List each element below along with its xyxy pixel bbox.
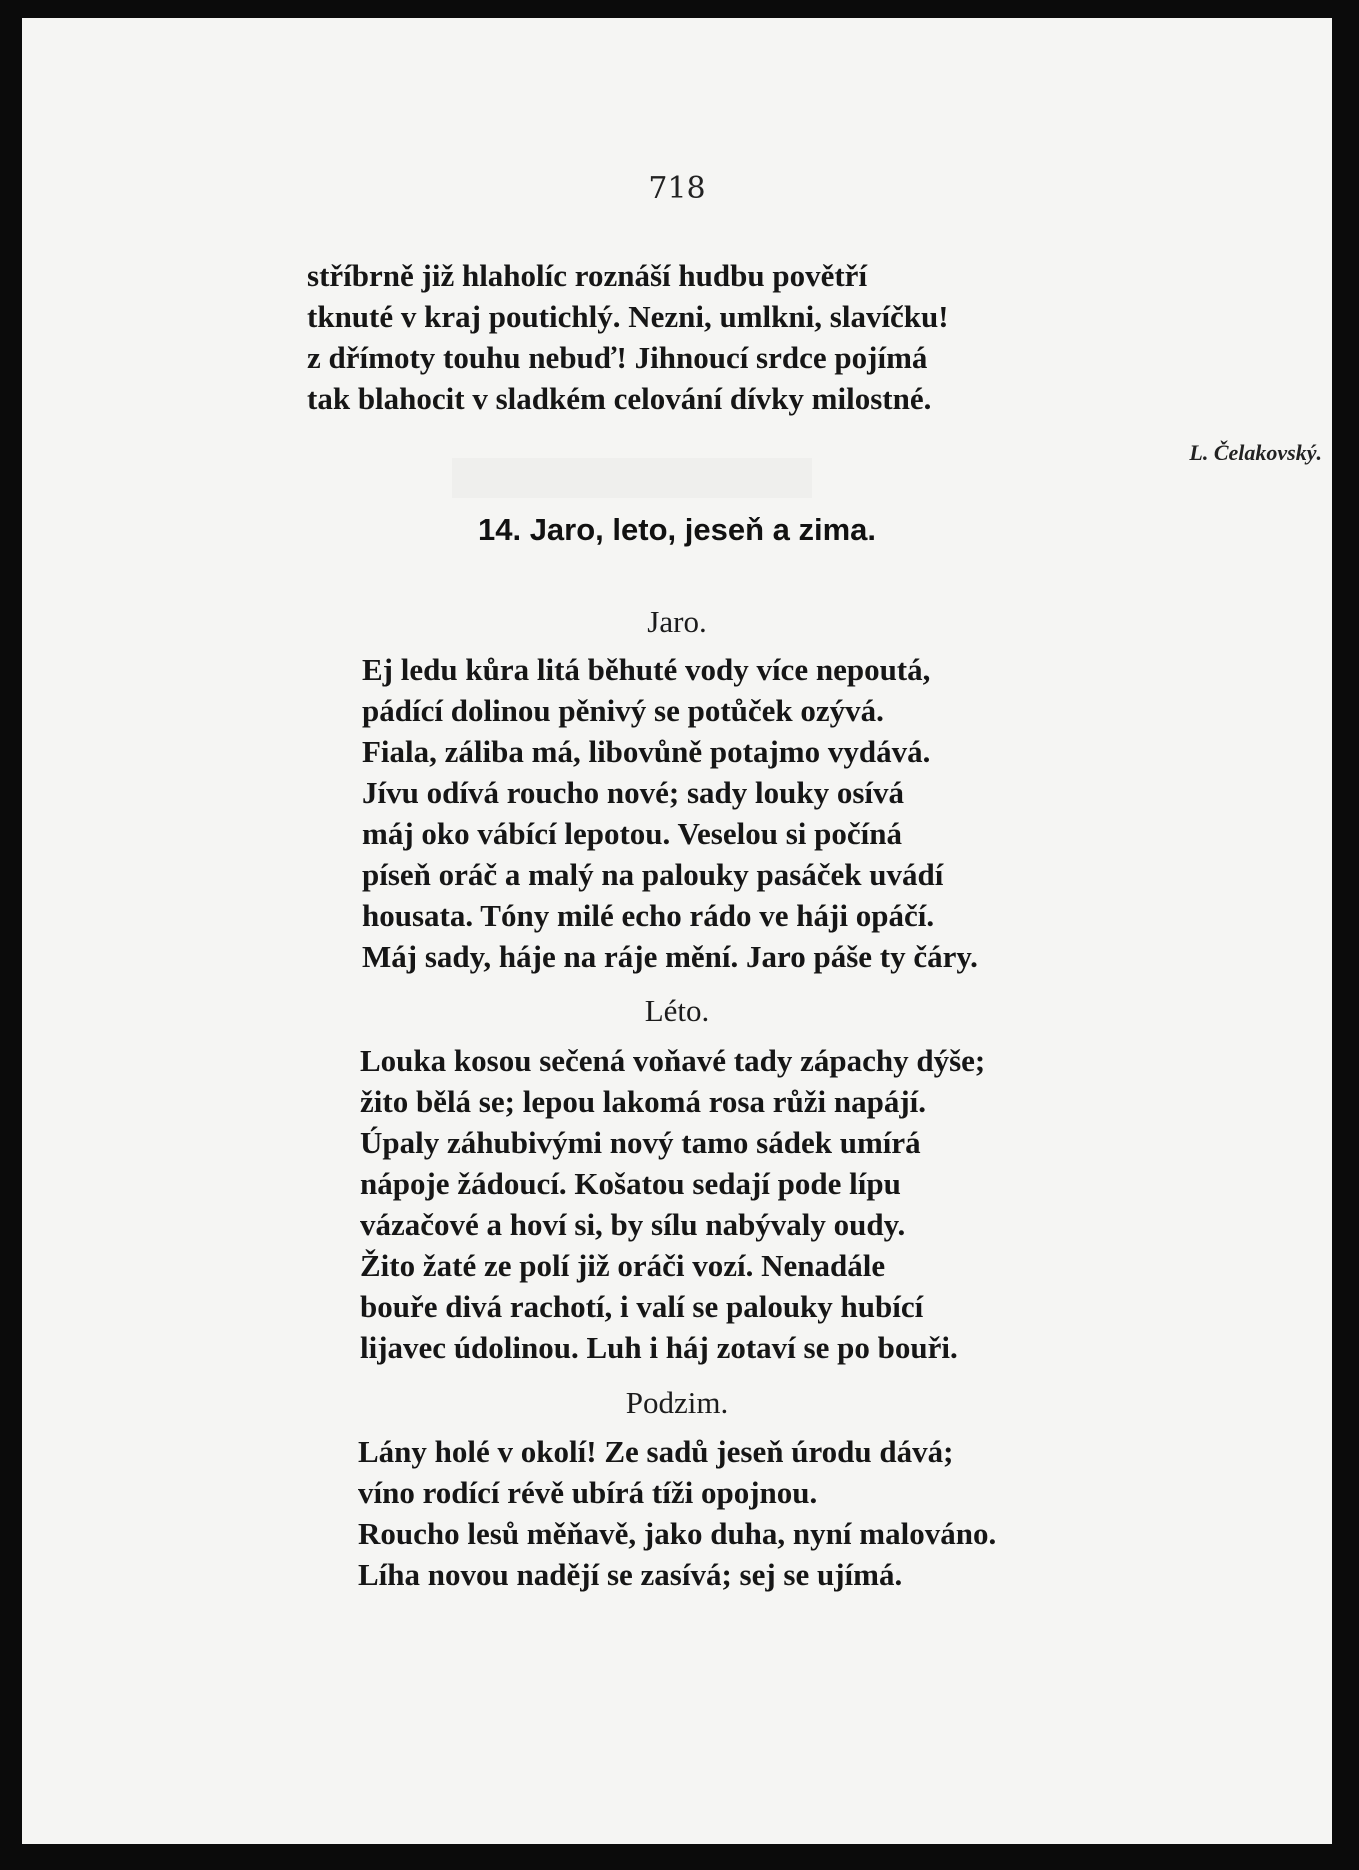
verse-line: Jívu odívá roucho nové; sady louky osívá	[362, 775, 905, 810]
verse-line: vázačové a hoví si, by sílu nabývaly oudy.	[360, 1207, 906, 1242]
verse-line: Fiala, záliba má, libovůně potajmo vydává.	[362, 734, 931, 769]
verse-line: Úpaly záhubivými nový tamo sádek umírá	[360, 1125, 921, 1160]
stanza-jaro	[362, 649, 978, 977]
verse-line: Ej ledu kůra litá běhuté vody více nepoutá,	[362, 652, 931, 687]
heading-jaro: Jaro.	[647, 604, 707, 639]
verse-line: žito bělá se; lepou lakomá rosa růži napájí.	[360, 1084, 927, 1119]
page-number: 718	[648, 171, 706, 206]
verse-line: pádící dolinou pěnivý se potůček ozývá.	[362, 693, 884, 728]
verse-line: Máj sady, háje na ráje mění. Jaro páše ty čáry.	[362, 939, 978, 974]
verse-line: píseň oráč a malý na palouky pasáček uvádí	[362, 857, 944, 892]
verse-line: nápoje žádoucí. Košatou sedají pode lípu	[360, 1166, 901, 1201]
book-page	[22, 18, 1332, 1844]
verse-line: víno rodící révě ubírá tíži opojnou.	[358, 1475, 818, 1510]
stanza-podzim	[358, 1431, 996, 1595]
poem-title: 14. Jaro, leto, jeseň a zima.	[477, 512, 877, 547]
heading-leto: Léto.	[644, 993, 710, 1028]
verse-line: housata. Tóny milé echo rádo ve háji opáčí.	[362, 898, 935, 933]
verse-line: Žito žaté ze polí již oráči vozí. Nenadále	[360, 1248, 886, 1283]
verse-line: Louka kosou sečená voňavé tady zápachy dýše;	[360, 1043, 986, 1078]
intro-stanza	[307, 255, 949, 419]
verse-line: Líha novou nadějí se zasívá; sej se ujímá.	[358, 1557, 903, 1592]
author-signature: L. Čelakovský.	[1189, 440, 1322, 465]
verse-line: stříbrně již hlaholíc roznáší hudbu povětří	[307, 258, 868, 293]
bleed-through-smudge	[452, 458, 812, 498]
verse-line: Lány holé v okolí! Ze sadů jeseň úrodu dává;	[358, 1434, 954, 1469]
verse-line: tak blahocit v sladkém celování dívky milostné.	[307, 381, 932, 416]
stanza-leto	[360, 1040, 985, 1368]
verse-line: tknuté v kraj poutichlý. Nezni, umlkni, slavíčku!	[307, 299, 949, 334]
verse-line: máj oko vábící lepotou. Veselou si počíná	[362, 816, 902, 851]
verse-line: z dřímoty touhu nebuď! Jihnoucí srdce pojímá	[307, 340, 928, 375]
verse-line: bouře divá rachotí, i valí se palouky hubící	[360, 1289, 924, 1324]
verse-line: lijavec údolinou. Luh i háj zotaví se po bouři.	[360, 1330, 958, 1365]
heading-podzim: Podzim.	[625, 1385, 729, 1420]
verse-line: Roucho lesů měňavě, jako duha, nyní malováno.	[358, 1516, 997, 1551]
